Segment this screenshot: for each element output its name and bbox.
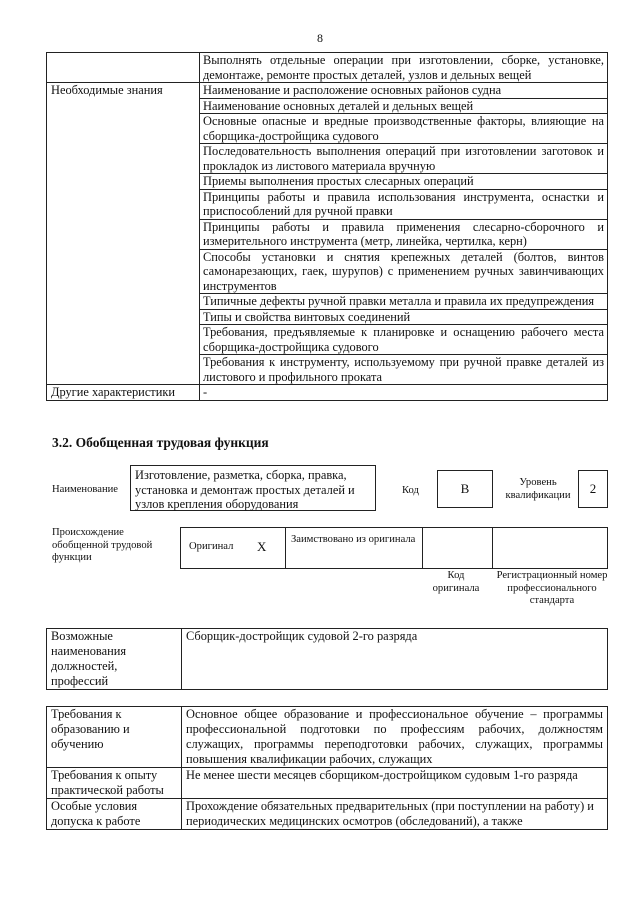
borrowed-label: Заимствовано из оригинала	[291, 534, 416, 545]
original-label: Оригинал	[189, 541, 234, 552]
knowledge-item: Принципы работы и правила применения слесарно-сборочного и измерительного инструмента (метр, линейка, чертилка, керн)	[200, 219, 608, 249]
code-label: Код	[402, 485, 419, 496]
origin-box	[180, 527, 608, 569]
education-label: Требования к образованию и обучению	[47, 707, 182, 768]
original-mark: X	[257, 539, 267, 554]
origin-label: Происхождение обобщенной трудовой функции	[52, 527, 153, 563]
knowledge-item: Типы и свойства винтовых соединений	[200, 309, 608, 325]
level-value: 2	[578, 470, 608, 508]
education-value: Основное общее образование и профессиональное обучение – программы профессиональной подготовки по профессиям рабочих, должностям служащих, программы переподготовки рабочих, служащих, программы повышения квалификации рабочих, служащих	[182, 707, 608, 768]
other-label: Другие характеристики	[47, 385, 200, 401]
positions-value: Сборщик-достройщик судовой 2-го разряда	[182, 629, 608, 690]
table-row	[47, 799, 608, 830]
divider	[285, 527, 286, 569]
skills-table	[46, 52, 608, 401]
knowledge-label: Необходимые знания	[47, 83, 200, 385]
table-row	[47, 768, 608, 799]
code-original-caption: Код оригинала	[432, 570, 480, 594]
requirements-table	[46, 706, 608, 830]
name-label: Наименование	[52, 484, 118, 495]
knowledge-item: Основные опасные и вредные производственные факторы, влияющие на сборщика-достройщика судового	[200, 114, 608, 144]
table-row	[47, 53, 608, 83]
conditions-value: Прохождение обязательных предварительных (при поступлении на работу) и периодических медицинских осмотров (обследований), а также	[182, 799, 608, 830]
experience-label: Требования к опыту практической работы	[47, 768, 182, 799]
knowledge-item: Приемы выполнения простых слесарных операций	[200, 174, 608, 190]
table-row	[47, 385, 608, 401]
knowledge-item: Требования к инструменту, используемому при ручной правке деталей из листового и профильного проката	[200, 355, 608, 385]
knowledge-item: Типичные дефекты ручной правки металла и правила их предупреждения	[200, 294, 608, 310]
knowledge-item: Принципы работы и правила использования инструмента, оснастки и приспособлений для ручной правки	[200, 189, 608, 219]
positions-table	[46, 628, 608, 690]
empty-label-cell	[47, 53, 200, 83]
table-row	[47, 707, 608, 768]
divider	[492, 527, 493, 569]
level-label: Уровень квалификации	[505, 477, 571, 501]
section-heading: 3.2. Обобщенная трудовая функция	[52, 435, 269, 450]
knowledge-item: Последовательность выполнения операций при изготовлении заготовок и прокладок из листового материала вручную	[200, 144, 608, 174]
code-value: B	[437, 470, 493, 508]
knowledge-item: Способы установки и снятия крепежных деталей (болтов, винтов самонарезающих, гаек, шурупов) с применением ручных завинчивающих инструментов	[200, 249, 608, 294]
table-row	[47, 629, 608, 690]
knowledge-item: Наименование и расположение основных районов судна	[200, 83, 608, 99]
table-row	[47, 83, 608, 99]
knowledge-item: Наименование основных деталей и дельных вещей	[200, 98, 608, 114]
top-row-text: Выполнять отдельные операции при изготовлении, сборке, установке, демонтаже, ремонте простых деталей, узлов и дельных вещей	[200, 53, 608, 83]
name-value: Изготовление, разметка, сборка, правка, установка и демонтаж простых деталей и узлов крепления оборудования	[130, 465, 376, 511]
knowledge-item: Требования, предъявляемые к планировке и оснащению рабочего места сборщика-достройщика судового	[200, 325, 608, 355]
other-value: -	[200, 385, 608, 401]
reg-number-caption: Регистрационный номер профессионального стандарта	[496, 570, 608, 606]
page-number: 8	[317, 31, 323, 45]
positions-label: Возможные наименования должностей, профессий	[47, 629, 182, 690]
divider	[422, 527, 423, 569]
experience-value: Не менее шести месяцев сборщиком-достройщиком судовым 1-го разряда	[182, 768, 608, 799]
conditions-label: Особые условия допуска к работе	[47, 799, 182, 830]
